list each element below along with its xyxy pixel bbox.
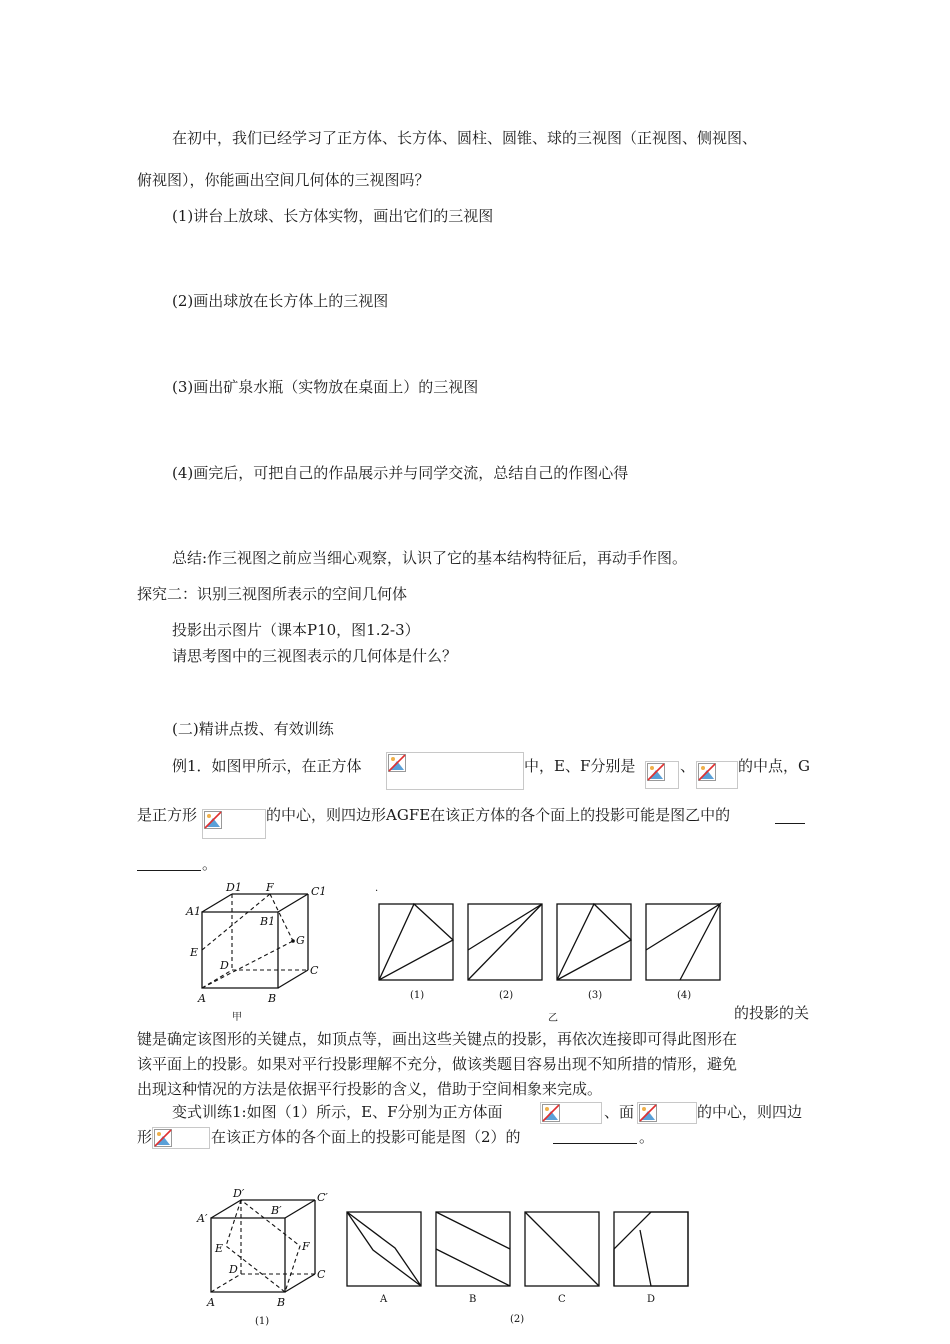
label-C-prime: C′	[317, 1191, 328, 1204]
broken-image-icon	[637, 1102, 697, 1124]
projection-options-yi	[372, 882, 732, 1027]
projection-options-2	[340, 1200, 700, 1330]
broken-image-icon	[696, 761, 738, 789]
option-4-square	[646, 904, 720, 980]
explore2-heading: 探究二：识别三视图所表示的空间几何体	[137, 585, 408, 603]
intro-line-2: 俯视图），你能画出空间几何体的三视图吗？	[137, 171, 430, 189]
option-A-label: A	[380, 1294, 388, 1305]
label-F: F	[302, 1240, 310, 1253]
example1-text-1: 例1．如图甲所示，在正方体	[172, 757, 362, 775]
label-A1: A1	[186, 905, 201, 918]
caption-figure-2: (2)	[510, 1314, 525, 1325]
option-2-figure	[468, 904, 542, 980]
analysis-line-2: 键是确定该图形的关键点，如顶点等，画出这些关键点的投影，再依次连接即可得此图形在	[137, 1030, 738, 1048]
caption-jia: 甲	[232, 1012, 242, 1023]
label-D1: D1	[226, 881, 242, 894]
step-2: (2)画出球放在长方体上的三视图	[172, 292, 389, 310]
option-D-figure	[614, 1212, 688, 1286]
example1-text-4: 的中点，G	[738, 757, 810, 775]
label-D: D	[229, 1263, 238, 1276]
step-1: (1)讲台上放球、长方体实物，画出它们的三视图	[172, 207, 494, 225]
option-1-figure	[379, 904, 453, 980]
broken-image-icon	[386, 752, 524, 790]
option-D-square	[614, 1212, 688, 1286]
option-2-label: (2)	[499, 990, 514, 1001]
broken-image-icon	[540, 1102, 602, 1124]
decorative-dot: .	[375, 883, 379, 894]
option-4-label: (4)	[677, 990, 692, 1001]
option-B-line-2	[436, 1249, 510, 1286]
cube-figure-jia	[180, 882, 330, 1027]
option-C-label: C	[558, 1294, 566, 1305]
label-B: B	[268, 992, 277, 1005]
option-D-label: D	[647, 1294, 656, 1305]
label-F: F	[266, 881, 274, 894]
variant1-text-1: 变式训练1:如图（1）所示，E、F分别为正方体面	[172, 1103, 503, 1121]
step-3: (3)画出矿泉水瓶（实物放在桌面上）的三视图	[172, 378, 479, 396]
option-3-square	[557, 904, 631, 980]
option-1-square	[379, 904, 453, 980]
label-C: C	[310, 964, 319, 977]
label-C1: C1	[311, 885, 327, 898]
variant1-text-6: 。	[639, 1128, 655, 1146]
section-heading: (二)精讲点拨、有效训练	[172, 720, 334, 738]
example1-text-3: 、	[680, 757, 696, 775]
label-A: A	[207, 1296, 215, 1309]
option-C-diagonal	[525, 1212, 599, 1286]
broken-image-icon	[152, 1127, 210, 1149]
answer-blank	[775, 823, 805, 824]
label-E: E	[190, 946, 199, 959]
example1-text-6: 的中心，则四边形AGFE在该正方体的各个面上的投影可能是图乙中的	[266, 806, 731, 824]
label-B1: B1	[260, 915, 276, 928]
analysis-line-3: 该平面上的投影。如果对平行投影理解不充分，做该类题目容易出现不知所措的情形，避免	[137, 1055, 738, 1073]
caption-figure-1: (1)	[255, 1316, 270, 1327]
variant1-text-4: 形	[137, 1128, 153, 1146]
label-A: A	[198, 992, 206, 1005]
broken-image-icon	[202, 809, 266, 839]
label-B-prime: B′	[271, 1204, 282, 1217]
label-A-prime: A′	[197, 1212, 208, 1225]
answer-blank	[137, 870, 201, 871]
variant1-text-5: 在该正方体的各个面上的投影可能是图（2）的	[211, 1128, 521, 1146]
broken-image-icon	[645, 761, 679, 789]
label-G: G	[296, 934, 305, 947]
option-3-label: (3)	[588, 990, 603, 1001]
option-4-figure	[646, 904, 720, 980]
example1-text-2: 中，E、F分别是	[524, 757, 636, 775]
variant1-text-2: 、面	[604, 1103, 635, 1121]
cube-figure-1	[195, 1188, 345, 1328]
summary: 总结:作三视图之前应当细心观察，认识了它的基本结构特征后，再动手作图。	[172, 549, 688, 567]
option-1-label: (1)	[410, 990, 425, 1001]
option-B-line-1	[436, 1212, 510, 1249]
explore2-line-2: 请思考图中的三视图表示的几何体是什么？	[172, 647, 458, 665]
example1-text-7: 。	[202, 855, 218, 873]
example1-text-5: 是正方形	[137, 806, 198, 824]
option-A-figure	[347, 1212, 421, 1286]
option-3-figure	[557, 904, 631, 980]
option-A-square	[347, 1212, 421, 1286]
label-D: D	[220, 959, 229, 972]
label-B: B	[277, 1296, 286, 1309]
analysis-line-1-end: 的投影的关	[734, 1004, 810, 1022]
label-E: E	[215, 1242, 224, 1255]
variant1-text-3: 的中心，则四边	[697, 1103, 803, 1121]
caption-yi: 乙	[548, 1013, 558, 1024]
option-B-label: B	[469, 1294, 477, 1305]
answer-blank	[553, 1143, 637, 1144]
label-C: C	[317, 1268, 326, 1281]
intro-line-1: 在初中，我们已经学习了正方体、长方体、圆柱、圆锥、球的三视图（正视图、侧视图、	[172, 129, 758, 147]
step-4: (4)画完后，可把自己的作品展示并与同学交流，总结自己的作图心得	[172, 464, 629, 482]
label-D-prime: D′	[233, 1187, 245, 1200]
option-B-square	[436, 1212, 510, 1286]
analysis-line-4: 出现这种情况的方法是依据平行投影的含义，借助于空间相象来完成。	[137, 1080, 603, 1098]
explore2-line-1: 投影出示图片（课本P10，图1.2-3）	[172, 621, 420, 639]
